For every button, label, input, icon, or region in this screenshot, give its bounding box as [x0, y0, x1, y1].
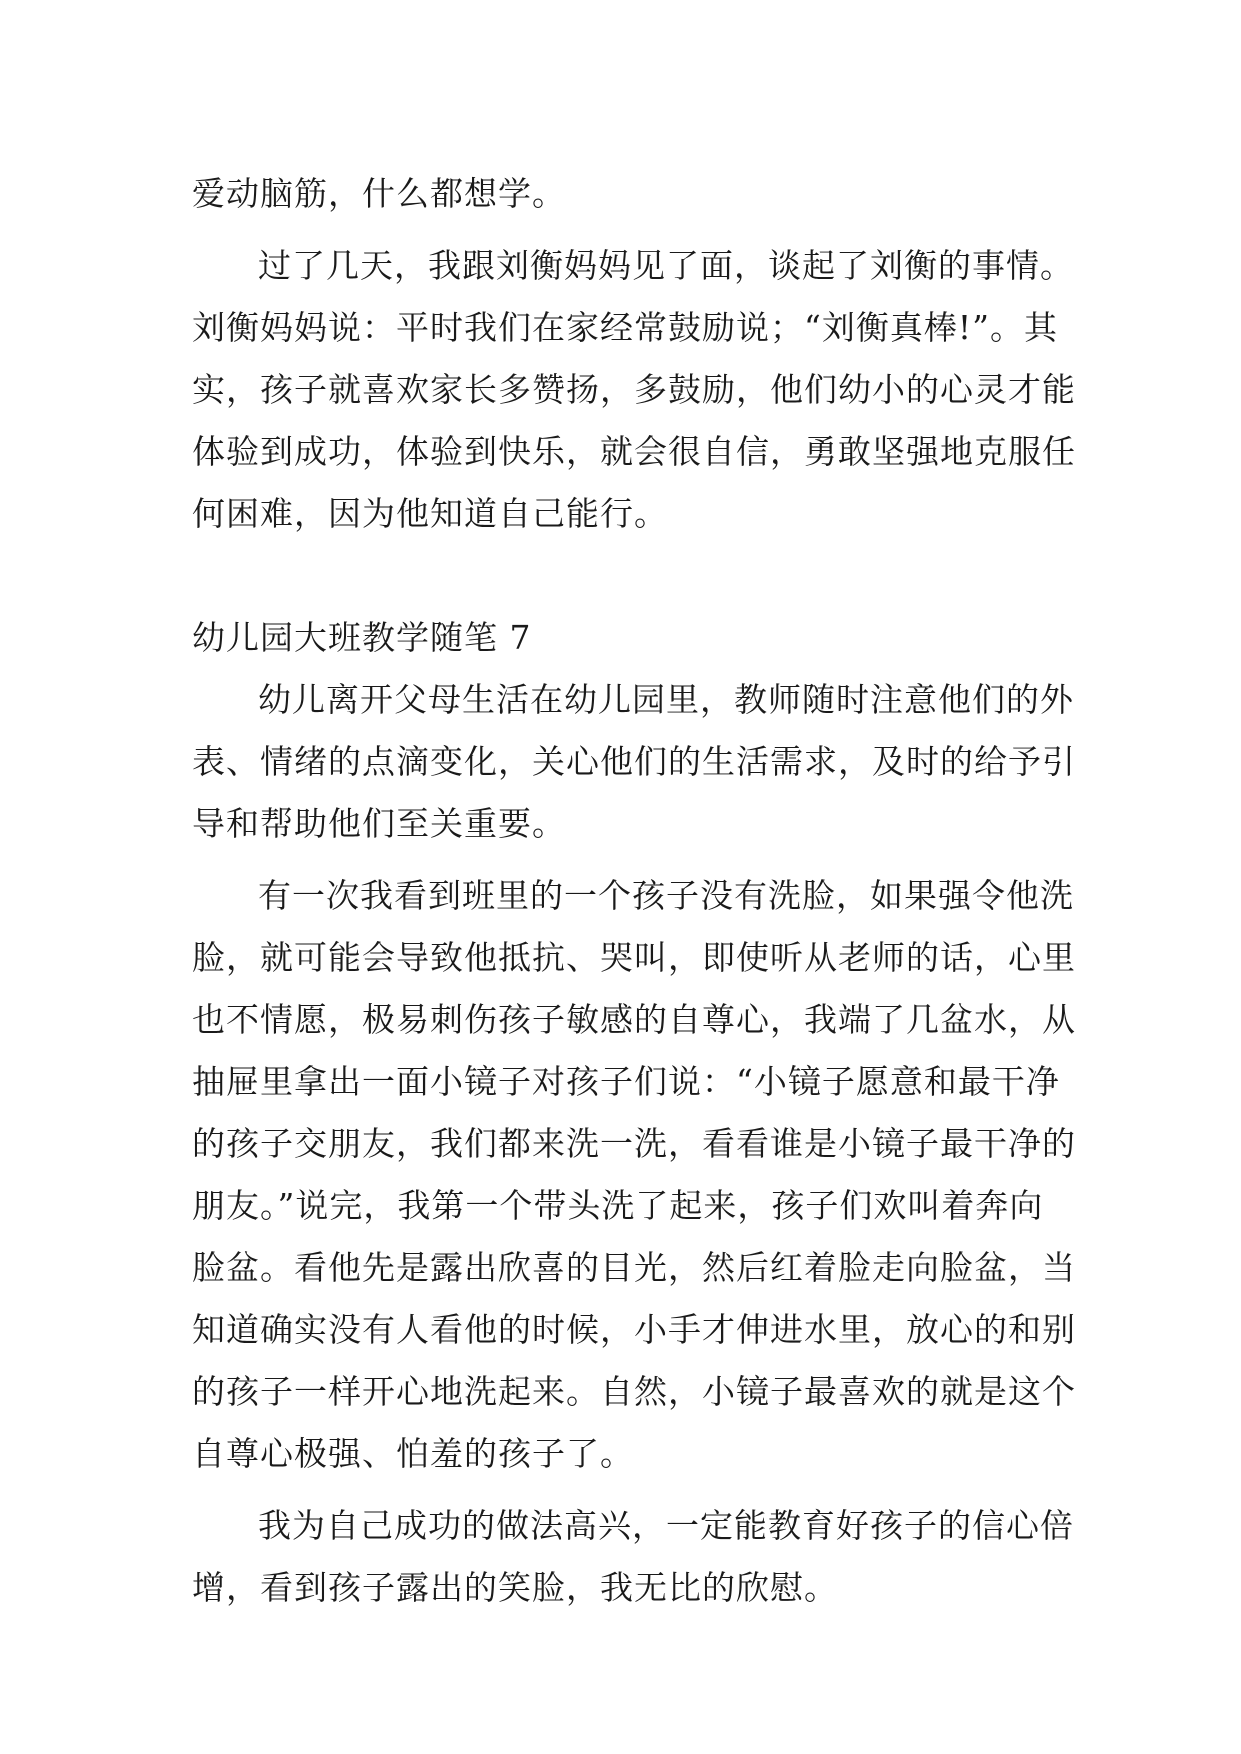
- text-line: 的孩子一样开心地洗起来。自然，小镜子最喜欢的就是这个: [192, 1372, 1076, 1411]
- text-line: 朋友。”说完，我第一个带头洗了起来，孩子们欢叫着奔向: [192, 1186, 1044, 1225]
- text-line: 的孩子交朋友，我们都来洗一洗，看看谁是小镜子最干净的: [192, 1124, 1076, 1163]
- text-line: 知道确实没有人看他的时候，小手才伸进水里，放心的和别: [192, 1310, 1076, 1349]
- text-line: 有一次我看到班里的一个孩子没有洗脸，如果强令他洗: [258, 876, 1074, 915]
- text-line: 何困难，因为他知道自己能行。: [192, 494, 668, 533]
- text-line: 表、情绪的点滴变化，关心他们的生活需求，及时的给予引: [192, 742, 1076, 781]
- text-line: 增，看到孩子露出的笑脸，我无比的欣慰。: [192, 1568, 838, 1607]
- text-line: 我为自己成功的做法高兴，一定能教育好孩子的信心倍: [258, 1506, 1074, 1545]
- text-line: 自尊心极强、怕羞的孩子了。: [192, 1434, 634, 1473]
- text-line: 也不情愿，极易刺伤孩子敏感的自尊心，我端了几盆水，从: [192, 1000, 1076, 1039]
- section-7: [192, 607, 1076, 1619]
- text-line: 刘衡妈妈说：平时我们在家经常鼓励说；“刘衡真棒!”。其: [192, 308, 1059, 347]
- text-line: 体验到成功，体验到快乐，就会很自信，勇敢坚强地克服任: [192, 432, 1076, 471]
- text-line: 实，孩子就喜欢家长多赞扬，多鼓励，他们幼小的心灵才能: [192, 370, 1076, 409]
- document-body: [192, 163, 1076, 1619]
- text-line: 抽屉里拿出一面小镜子对孩子们说：“小镜子愿意和最干净: [192, 1062, 1060, 1101]
- text-line: 导和帮助他们至关重要。: [192, 804, 566, 843]
- previous-section-continuation: [192, 163, 1076, 545]
- text-line: 脸，就可能会导致他抵抗、哭叫，即使听从老师的话，心里: [192, 938, 1076, 977]
- text-line: 脸盆。看他先是露出欣喜的目光，然后红着脸走向脸盆，当: [192, 1248, 1076, 1287]
- text-line: 幼儿离开父母生活在幼儿园里，教师随时注意他们的外: [258, 680, 1074, 719]
- section-title: 幼儿园大班教学随笔 7: [192, 618, 532, 657]
- text-line: 爱动脑筋，什么都想学。: [192, 174, 566, 213]
- text-line: 过了几天，我跟刘衡妈妈见了面，谈起了刘衡的事情。: [258, 246, 1074, 285]
